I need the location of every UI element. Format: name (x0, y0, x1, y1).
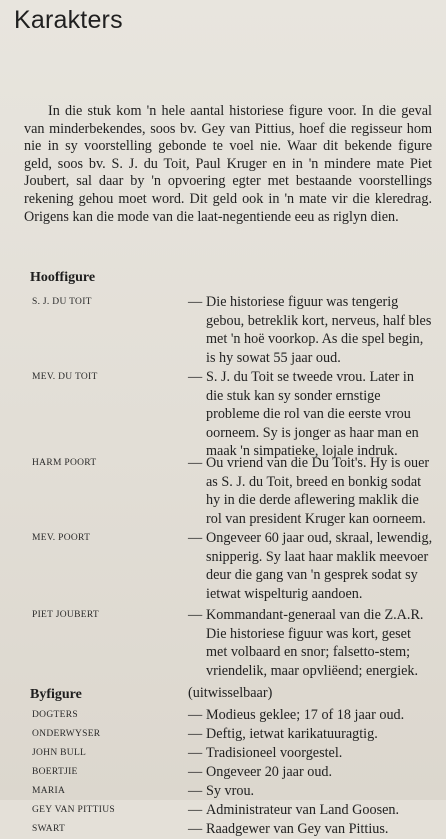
character-name: PIET JOUBERT (32, 610, 99, 620)
em-dash: — (188, 802, 203, 818)
em-dash: — (188, 707, 203, 723)
intro-paragraph (24, 103, 432, 226)
character-name: MARIA (32, 786, 66, 796)
character-description-text: Die historiese figuur was tengerig gebou, betreklik kort, nerveus, half bles met 'n hoë voorkop. As die spel begin, is hy sowat 55 jaar oud. (206, 294, 432, 366)
character-description-text: S. J. du Toit se tweede vrou. Later in die stuk kan sy sonder ernstige probleme die rol van die eerste vrou oorneem. Sy is jonger as haar man en maak 'n simpatieke, lojale indruk. (206, 369, 419, 460)
character-description (188, 725, 434, 744)
character-description-text: Ongeveer 60 jaar oud, skraal, lewendig, snipperig. Sy laat haar maklik meevoer deur die gang van 'n gesprek sodat sy ietwat wispelturig aandoen. (206, 530, 433, 602)
character-name: ONDERWYSER (32, 729, 101, 739)
character-description-text: Sy vrou. (206, 783, 255, 799)
character-description (188, 529, 434, 603)
character-name: S. J. DU TOIT (32, 297, 92, 307)
character-description-text: Deftig, ietwat karikatuuragtig. (206, 726, 378, 742)
character-description-text: Raadgewer van Gey van Pittius. (206, 821, 389, 837)
character-name: HARM POORT (32, 458, 97, 468)
character-description-text: Ou vriend van die Du Toit's. Hy is ouer as S. J. du Toit, breed en bonkig sodat hy in die derde aflewering maklik die rol van president Kruger kan oorneem. (206, 455, 430, 527)
em-dash: — (188, 455, 203, 471)
character-name: BOERTJIE (32, 767, 78, 777)
character-description (188, 763, 434, 782)
character-description (188, 293, 434, 367)
character-name: DOGTERS (32, 710, 78, 720)
character-name: JOHN BULL (32, 748, 87, 758)
character-description-text: Modieus geklee; 17 of 18 jaar oud. (206, 707, 405, 723)
character-name: GEY VAN PITTIUS (32, 805, 115, 815)
character-description (188, 744, 434, 763)
byfigure-note (188, 684, 434, 703)
hooffigure-heading: Hooffigure (30, 270, 96, 285)
character-description (188, 782, 434, 801)
em-dash: — (188, 821, 203, 837)
character-description (188, 706, 434, 725)
em-dash: — (188, 783, 203, 799)
intro-text: In die stuk kom 'n hele aantal historiese figure voor. In die geval van minderbekendes, soos bv. Gey van Pittius, hoef die regisseur hom nie in sy voorstelling gebonde te voel nie. Waar dit bekende figure geld, soos bv. S. J. du Toit, Paul Kruger en in 'n mindere mate Piet Joubert, sal daar by 'n opvoering egter met bestaande voorstellings rekening gehou moet word. Dit geld ook in 'n mate vir die kleredrag. Origens kan die mode van die laat-negentiende eeu as riglyn dien. (24, 103, 432, 225)
character-name: MEV. POORT (32, 533, 91, 543)
character-description (188, 801, 434, 820)
character-description-text: Ongeveer 20 jaar oud. (206, 764, 333, 780)
em-dash: — (188, 369, 203, 385)
character-description (188, 368, 434, 461)
character-description-text: Tradisioneel voorgestel. (206, 745, 343, 761)
byfigure-heading: Byfigure (30, 687, 82, 702)
character-name: MEV. DU TOIT (32, 372, 98, 382)
byfigure-note-text: (uitwisselbaar) (188, 685, 273, 701)
em-dash: — (188, 607, 203, 623)
em-dash: — (188, 764, 203, 780)
em-dash: — (188, 745, 203, 761)
character-description (188, 606, 434, 680)
em-dash: — (188, 530, 203, 546)
character-description-text: Administrateur van Land Goosen. (206, 802, 400, 818)
em-dash: — (188, 726, 203, 742)
page-title: Karakters (14, 6, 123, 34)
character-description-text: Kommandant-generaal van die Z.A.R. Die historiese figuur was kort, geset met volbaard en snor; falsetto-stem; vriendelik, maar opvliëend; energiek. (206, 607, 424, 679)
em-dash: — (188, 294, 203, 310)
character-description (188, 820, 434, 839)
character-description (188, 454, 434, 528)
character-name: SWART (32, 824, 66, 834)
